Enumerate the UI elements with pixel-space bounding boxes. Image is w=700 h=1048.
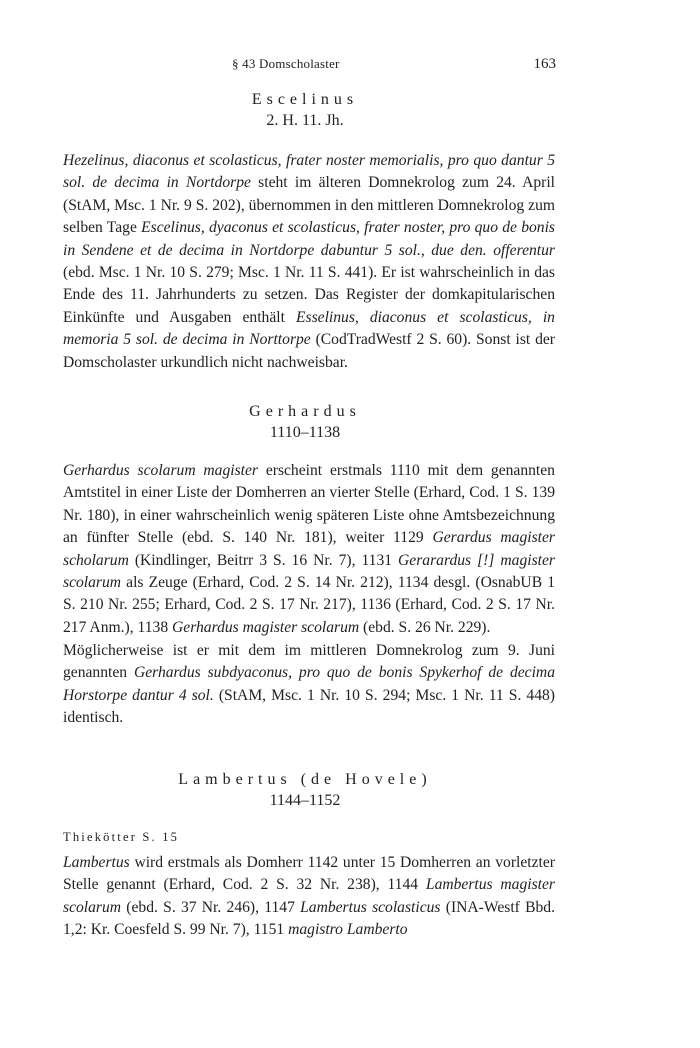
entry-heading-name: Lambertus (de Hovele) [178,771,432,788]
entry-heading-date: 2. H. 11. Jh. [266,112,344,129]
source-reference: Thiekötter S. 15 [63,830,180,844]
entry-heading-date: 1110–1138 [269,424,341,441]
entry-heading-date: 1144–1152 [269,792,341,809]
page-number: 163 [533,56,556,72]
paragraph: Hezelinus, diaconus et scolasticus, frater noster memorialis, pro quo dantur 5 sol. de decima in Nortdorpe steht im älteren Domnekrolog zum 24. April (StAM, Msc. 1 Nr. 9 S. 202), übernommen in den mittleren Domnekrolog zum selben Tage Escelinus, dyaconus et scolasticus, frater noster, pro quo de bonis in Sendene et de decima in Nortdorpe dabuntur 5 sol., due den. offerentur (ebd. Msc. 1 Nr. 10 S. 279; Msc. 1 Nr. 11 S. 441). Er ist wahrscheinlich in das Ende des 11. Jahrhunderts zu setzen. Das Register der domkapitularischen Einkünfte und Ausgaben enthält Esselinus, diaconus et scolasticus, in memoria 5 sol. de decima in Norttorpe (CodTradWestf 2 S. 60). Sonst ist der Domscholaster urkundlich nicht nachweisbar. [63,152,556,371]
paragraph: Lambertus wird erstmals als Domherr 1142 unter 15 Domherren an vorletzter Stelle genannt (Erhard, Cod. 2 S. 32 Nr. 238), 1144 Lambertus magister scolarum (ebd. S. 37 Nr. 246), 1147 Lambertus scolasticus (INA-Westf Bbd. 1,2: Kr. Coesfeld S. 99 Nr. 7), 1151 magistro Lamberto [63,854,555,939]
paragraph: Gerhardus scolarum magister erscheint erstmals 1110 mit dem genannten Amtstitel in einer Liste der Domherren an vierter Stelle (Erhard, Cod. 1 S. 139 Nr. 180), in einer wahrscheinlich wenig späteren Liste ohne Amtsbezeichnung an fünfter Stelle (ebd. S. 140 Nr. 181), weiter 1129 Gerardus magister scholarum (Kindlinger, Beitrr 3 S. 16 Nr. 7), 1131 Gerarardus [!] magister scolarum als Zeuge (Erhard, Cod. 2 S. 14 Nr. 212), 1134 desgl. (OsnabUB 1 S. 210 Nr. 255; Erhard, Cod. 2 S. 17 Nr. 217), 1136 (Erhard, Cod. 2 S. 17 Nr. 217 Anm.), 1138 Gerhardus magister scolarum (ebd. S. 26 Nr. 229). [63,462,555,636]
entry-heading-name: Escelinus [251,91,359,108]
running-head: § 43 Domscholaster [232,56,340,71]
entry-heading-name: Gerhardus [249,403,361,420]
paragraph: Möglicherweise ist er mit dem im mittleren Domnekrolog zum 9. Juni genannten Gerhardus subdyaconus, pro quo de bonis Spykerhof de decima Horstorpe dantur 4 sol. (StAM, Msc. 1 Nr. 10 S. 294; Msc. 1 Nr. 11 S. 448) identisch. [63,642,555,727]
